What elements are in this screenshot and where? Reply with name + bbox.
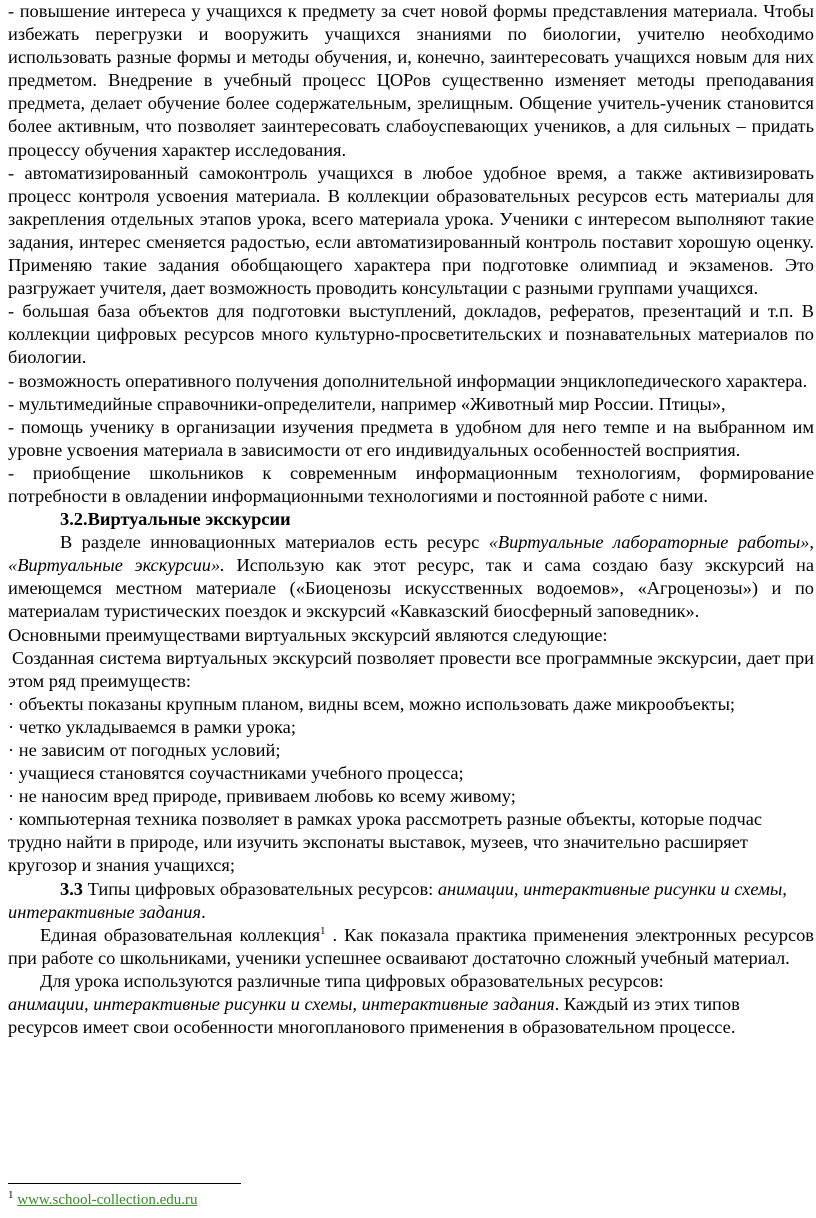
paragraph-lesson-resources: Для урока используются различные типа цифровых образовательных ресурсов: xyxy=(40,970,664,991)
footnote-marker: 1 xyxy=(8,1189,14,1201)
paragraph-resource-features xyxy=(8,993,814,1039)
paragraph-object-base: - большая база объектов для подготовки выступлений, докладов, рефератов, презентаций и т.п. В коллекции цифровых ресурсов много культурно-просветительских и познавательных материалов по биологии. xyxy=(8,301,814,368)
document-body xyxy=(8,0,814,1039)
bullet-item: · объекты показаны крупным планом, видны всем, можно использовать даже микрообъекты; xyxy=(8,693,736,714)
paragraph-unified-collection xyxy=(8,924,814,970)
paragraph-encyclopedic: - возможность оперативного получения дополнительной информации энциклопедического характера. xyxy=(8,370,808,391)
footnote xyxy=(8,1191,197,1209)
italic-types: анимации, интерактивные рисунки и схемы, интерактивные задания xyxy=(8,994,555,1015)
heading-number: 3.3 xyxy=(60,878,83,899)
bullet-item: · учащиеся становятся соучастниками учебного процесса; xyxy=(8,763,464,784)
paragraph-student-help: - помощь ученику в организации изучения предмета в удобном для него темпе и на выбранном им уровне усвоения материала в зависимости от его индивидуальных особенностей восприятия. xyxy=(8,416,814,460)
paragraph-tour-system: Созданная система виртуальных экскурсий позволяет провести все программные экскурсии, дает при этом ряд преимуществ: xyxy=(8,647,814,691)
paragraph-it-skills: - приобщение школьников к современным информационным технологиям, формирование потребности в овладении информационными технологиями и постоянной работе с ними. xyxy=(8,462,814,506)
bullet-item: · не зависим от погодных условий; xyxy=(8,740,281,760)
text-run: В разделе инновационных материалов есть ресурс xyxy=(60,532,489,553)
text-run: Единая образовательная коллекция xyxy=(40,924,321,945)
bullet-item: · четко укладываемся в рамки урока; xyxy=(8,716,296,737)
italic-types: анимации, интерактивные рисунки и схемы, интерактивные задания xyxy=(8,878,787,922)
paragraph-interest: - повышение интереса у учащихся к предмету за счет новой формы представления материала. Чтобы избежать перегрузки и вооружить учащихся знаниями по биологии, учителю необходимо использовать разные формы и методы обучения, и, конечно, заинтересовать учащихся новым для них предметом. Внедрение в учебный процесс ЦОРов существенно изменяет методы преподавания предмета, делает обучение более содержательным, зрелищным. Общение учитель-ученик становится более активным, что позволяет заинтересовать слабоуспевающих учеников, а для сильных – придать процессу обучения характер исследования. xyxy=(8,1,814,160)
footnote-ref: 1 xyxy=(320,924,326,937)
italic-resource-names: «Виртуальные лабораторные работы», «Виртуальные экскурсии». xyxy=(8,532,814,576)
section-heading-resource-types xyxy=(8,878,814,924)
text-run: . Каждый из этих типов ресурсов имеет свои особенности многопланового применения в образовательном процессе. xyxy=(8,994,740,1038)
footnote-link[interactable]: www.school-collection.edu.ru xyxy=(17,1192,198,1208)
section-heading-virtual-tours xyxy=(8,508,814,531)
bullet-item: · компьютерная техника позволяет в рамках урока рассмотреть разные объекты, которые подчас трудно найти в природе, или изучить экспонаты выставок, музеев, что значительно расширяет кругозор и знания учащихся; xyxy=(8,809,763,876)
paragraph-advantages-intro: Основными преимуществами виртуальных экскурсий являются следующие: xyxy=(8,624,608,645)
text-run: . xyxy=(201,901,206,922)
footnote-separator xyxy=(8,1183,241,1184)
paragraph-guides: - мультимедийные справочники-определители, например «Животный мир России. Птицы», xyxy=(8,393,726,414)
text-run: Использую как этот ресурс, так и сама создаю базу экскурсий на имеющемся местном материале («Биоценозы искусственных водоемов», «Агроценозы») и по материалам туристических поездок и экскурсий «Кавказский биосферный заповедник». xyxy=(8,555,814,622)
paragraph-innovative-materials xyxy=(8,531,814,623)
text-run: . Как показала практика применения электронных ресурсов при работе со школьниками, ученики успешнее осваивают достаточно сложный учебный материал. xyxy=(8,924,814,968)
text-run: Типы цифровых образовательных ресурсов: xyxy=(83,878,438,899)
paragraph-self-control: - автоматизированный самоконтроль учащихся в любое удобное время, а также активизировать процесс контроля усвоения материала. В коллекции образовательных ресурсов есть материалы для закрепления отдельных этапов урока, всего материала урока. Ученики с интересом выполняют такие задания, интерес сменяется радостью, если автоматизированный контроль поставит хорошую оценку. Применяю такие задания обобщающего характера при подготовке олимпиад и экзаменов. Это разгружает учителя, дает возможность проводить консультации с разными группами учащихся. xyxy=(8,162,814,299)
heading-text: 3.2.Виртуальные экскурсии xyxy=(60,509,291,530)
bullet-item: · не наносим вред природе, прививаем любовь ко всему живому; xyxy=(8,786,516,807)
